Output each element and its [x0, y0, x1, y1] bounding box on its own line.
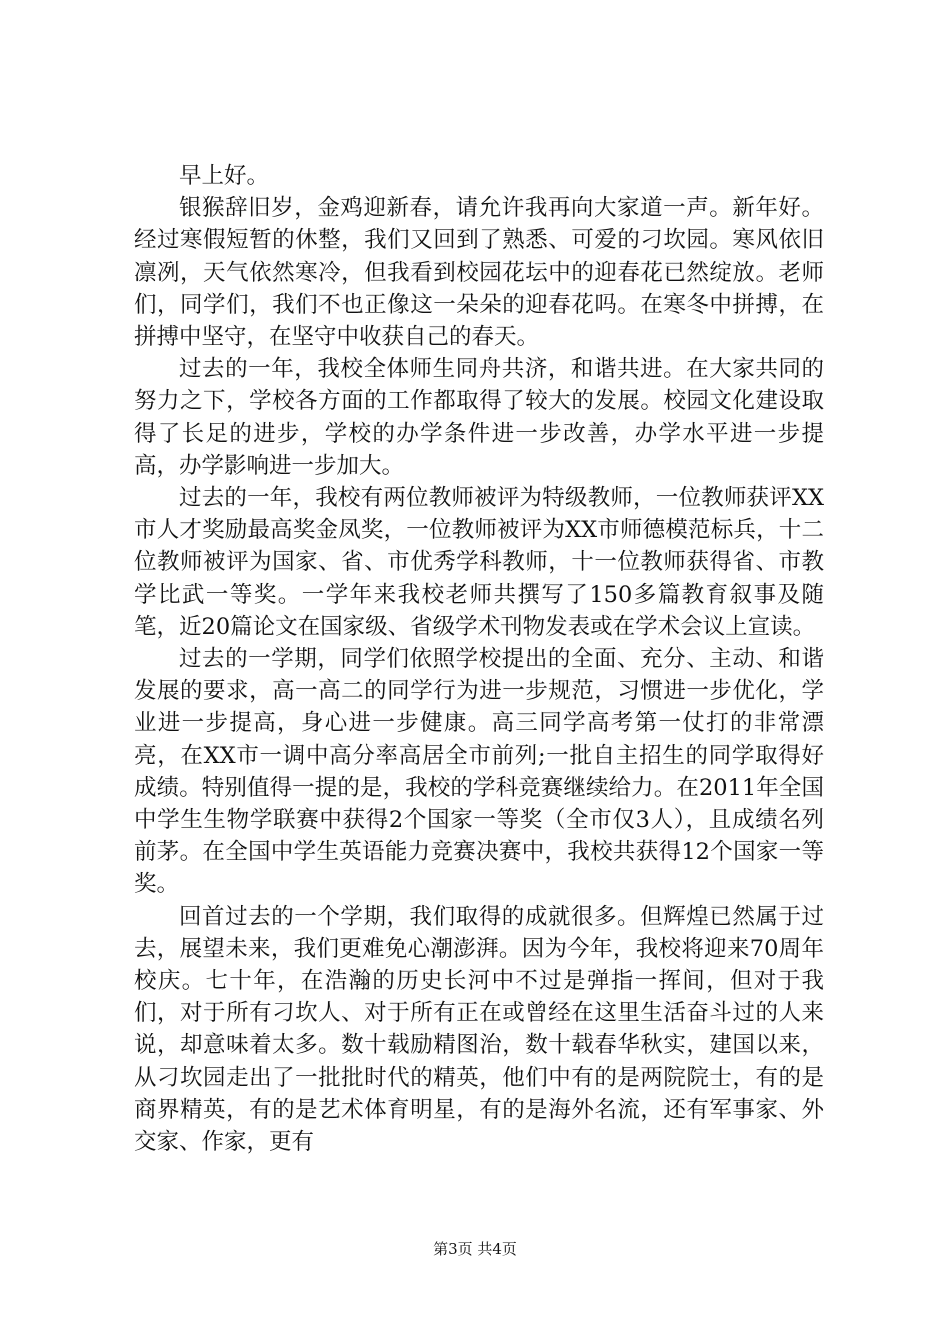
page-footer: 第3页 共4页: [433, 1240, 517, 1258]
paragraph-student-achievements: 过去的一学期，同学们依照学校提出的全面、充分、主动、和谐发展的要求，高一高二的同学行为进一步规范，习惯进一步优化，学业进一步提高，身心进一步健康。高三同学高考第一仗打的非常漂亮，在XX市一调中高分率高居全市前列;一批自主招生的同学取得好成绩。特别值得一提的是，我校的学科竞赛继续给力。在2011年全国中学生生物学联赛中获得2个国家一等奖（全市仅3人），且成绩名列前茅。在全国中学生英语能力竞赛决赛中，我校共获得12个国家一等奖。: [134, 646, 824, 898]
paragraph-teacher-achievements: 过去的一年，我校有两位教师被评为特级教师，一位教师获评XX市人才奖励最高奖金凤奖，一位教师被评为XX市师德模范标兵，十二位教师被评为国家、省、市优秀学科教师，十一位教师获得省、市教学比武一等奖。一学年来我校老师共撰写了150多篇教育叙事及随笔，近20篇论文在国家级、省级学术刊物发表或在学术会议上宣读。: [134, 485, 824, 640]
paragraph-greeting: 早上好。: [179, 163, 270, 189]
paragraph-school-development: 过去的一年，我校全体师生同舟共济，和谐共进。在大家共同的努力之下，学校各方面的工作都取得了较大的发展。校园文化建设取得了长足的进步，学校的办学条件进一步改善，办学水平进一步提高，办学影响进一步加大。: [134, 356, 824, 479]
paragraph-new-year: 银猴辞旧岁，金鸡迎新春，请允许我再向大家道一声。新年好。经过寒假短暂的休整，我们又回到了熟悉、可爱的刁坎园。寒风依旧凛冽，天气依然寒冷，但我看到校园花坛中的迎春花已然绽放。老师们，同学们，我们不也正像这一朵朵的迎春花吗。在寒冬中拼搏，在拼搏中坚守，在坚守中收获自己的春天。: [134, 195, 824, 351]
paragraph-anniversary: 回首过去的一个学期，我们取得的成就很多。但辉煌已然属于过去，展望未来，我们更难免心潮澎湃。因为今年，我校将迎来70周年校庆。七十年，在浩瀚的历史长河中不过是弹指一挥间，但对于我们，对于所有刁坎人、对于所有正在或曾经在这里生活奋斗过的人来说，却意味着太多。数十载励精图治，数十载春华秋实，建国以来，从刁坎园走出了一批批时代的精英，他们中有的是两院院士，有的是商界精英，有的是艺术体育明星，有的是海外名流，还有军事家、外交家、作家，更有: [134, 903, 824, 1156]
document-body: [134, 160, 824, 1158]
